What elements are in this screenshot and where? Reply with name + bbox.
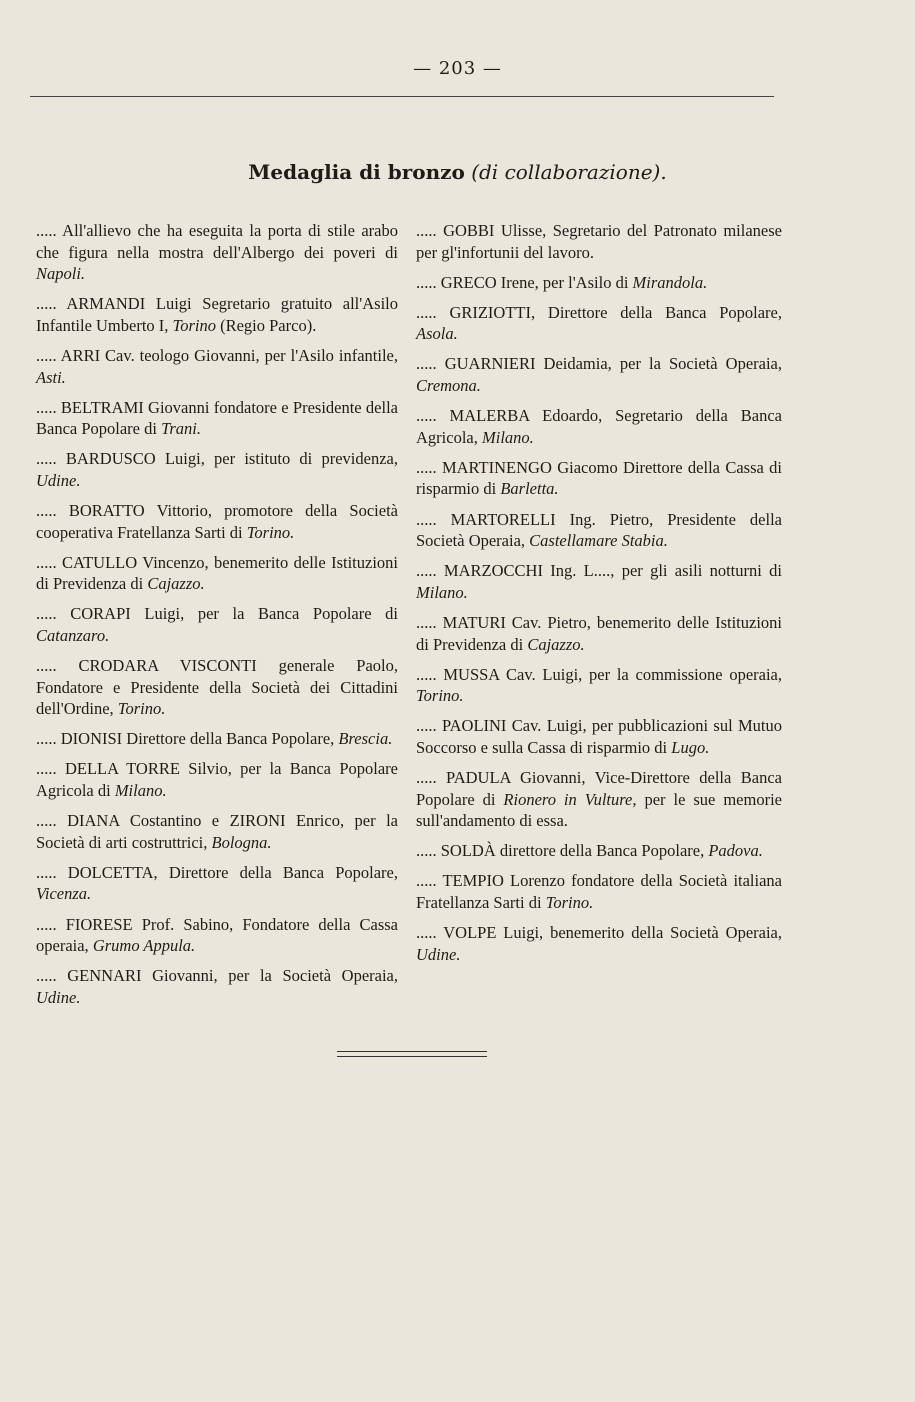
entry-place: Castellamare Stabia. bbox=[529, 531, 668, 551]
award-entry bbox=[36, 603, 398, 646]
award-entry bbox=[36, 552, 398, 595]
entry-place: Padova. bbox=[708, 841, 763, 861]
right-column bbox=[416, 220, 782, 974]
award-entry bbox=[36, 862, 398, 905]
heading-italic: (di collaborazione). bbox=[471, 160, 667, 184]
entry-text: ..... PAOLINI Cav. Luigi, per pubblicazioni sul Mutuo Soccorso e sulla Cassa di risparmio di bbox=[416, 716, 782, 757]
section-heading bbox=[0, 160, 915, 184]
entry-place: Udine. bbox=[36, 987, 81, 1007]
entry-text: ..... MARTORELLI Ing. Pietro, Presidente della Società Operaia, bbox=[416, 509, 782, 551]
entry-suffix: per le sue memorie sull'andamento di essa. bbox=[416, 789, 782, 831]
entry-place: Torino. bbox=[117, 699, 166, 719]
entry-place: Asola. bbox=[416, 324, 458, 344]
entry-text: ..... PADULA Giovanni, Vice-Direttore della Banca Popolare di bbox=[416, 767, 782, 809]
entry-text: ..... FIORESE Prof. Sabino, Fondatore della Cassa operaia, bbox=[36, 914, 398, 956]
entry-text: ..... VOLPE Luigi, benemerito della Società Operaia, bbox=[416, 923, 782, 943]
left-column bbox=[36, 220, 398, 1017]
entry-place: Mirandola. bbox=[632, 272, 708, 292]
entry-text: ..... ARRI Cav. teologo Giovanni, per l'Asilo infantile, bbox=[36, 345, 398, 365]
entry-text: ..... BARDUSCO Luigi, per istituto di previdenza, bbox=[36, 449, 398, 469]
entry-place: Cajazzo. bbox=[147, 574, 205, 594]
entry-place: Torino. bbox=[545, 892, 594, 912]
entry-text: ..... DELLA TORRE Silvio, per la Banca Popolare Agricola di bbox=[36, 759, 398, 801]
heading-bold: Medaglia di bronzo bbox=[248, 160, 465, 184]
award-entry bbox=[36, 397, 398, 440]
award-entry bbox=[416, 664, 782, 707]
award-entry bbox=[416, 560, 782, 603]
entry-text: ..... GRECO Irene, per l'Asilo di bbox=[416, 272, 629, 292]
award-entry bbox=[36, 500, 398, 543]
closing-rule bbox=[337, 1051, 487, 1057]
award-entry bbox=[416, 405, 782, 448]
entry-text: ..... MARTINENGO Giacomo Direttore della Cassa di risparmio di bbox=[416, 457, 782, 499]
entry-text: ..... MALERBA Edoardo, Segretario della Banca Agricola, bbox=[416, 406, 782, 447]
entry-text: ..... MUSSA Cav. Luigi, per la commissione operaia, bbox=[416, 664, 782, 684]
entry-text: ..... MARZOCCHI Ing. L...., per gli asili notturni di bbox=[416, 561, 782, 581]
award-entry bbox=[416, 302, 782, 345]
award-entry bbox=[416, 509, 782, 552]
award-entry bbox=[36, 655, 398, 720]
award-entry bbox=[416, 272, 782, 294]
entry-place: Trani. bbox=[161, 419, 201, 439]
entry-text: ..... All'allievo che ha eseguita la porta di stile arabo che figura nella mostra dell'Albergo dei poveri di bbox=[36, 221, 398, 262]
entry-text: ..... DOLCETTA, Direttore della Banca Popolare, bbox=[36, 862, 398, 882]
entry-text: ..... CORAPI Luigi, per la Banca Popolare di bbox=[36, 604, 398, 624]
entry-place: Brescia. bbox=[338, 729, 393, 749]
award-entry bbox=[416, 870, 782, 913]
entry-place: Grumo Appula. bbox=[92, 936, 196, 956]
entry-place: Torino. bbox=[246, 522, 295, 542]
award-entry bbox=[416, 612, 782, 655]
entry-place: Milano. bbox=[416, 582, 468, 602]
entry-place: Udine. bbox=[36, 470, 81, 490]
entry-place: Cajazzo. bbox=[527, 634, 585, 654]
award-entry bbox=[416, 220, 782, 263]
entry-text: ..... GUARNIERI Deidamia, per la Società Operaia, bbox=[416, 354, 782, 374]
award-entry bbox=[36, 345, 398, 388]
entry-text: ..... MATURI Cav. Pietro, benemerito delle Istituzioni di Previdenza di bbox=[416, 612, 782, 654]
entry-place: Milano. bbox=[114, 781, 167, 801]
top-rule bbox=[30, 96, 774, 97]
page-number: — 203 — bbox=[413, 58, 502, 79]
award-entry bbox=[416, 922, 782, 965]
entry-text: ..... GENNARI Giovanni, per la Società Operaia, bbox=[36, 966, 398, 986]
entry-place: Udine. bbox=[416, 944, 461, 964]
award-entry bbox=[36, 728, 398, 750]
entry-text: ..... BELTRAMI Giovanni fondatore e Presidente della Banca Popolare di bbox=[36, 397, 398, 439]
award-entry bbox=[36, 810, 398, 853]
entry-text: ..... TEMPIO Lorenzo fondatore della Società italiana Fratellanza Sarti di bbox=[416, 871, 782, 912]
award-entry bbox=[416, 457, 782, 500]
entry-place: Vicenza. bbox=[36, 884, 92, 904]
entry-text: ..... ARMANDI Luigi Segretario gratuito all'Asilo Infantile Umberto I, bbox=[36, 294, 398, 335]
award-entry bbox=[416, 353, 782, 396]
entry-place: Cremona. bbox=[416, 376, 481, 396]
entry-text: ..... BORATTO Vittorio, promotore della Società cooperativa Fratellanza Sarti di bbox=[36, 501, 398, 542]
award-entry bbox=[416, 840, 782, 862]
entry-place: Barletta. bbox=[500, 479, 559, 499]
award-entry bbox=[416, 715, 782, 758]
award-entry bbox=[36, 220, 398, 285]
award-entry bbox=[416, 767, 782, 832]
entry-place: Rionero in Vulture, bbox=[503, 789, 637, 809]
entry-place: Torino. bbox=[416, 686, 464, 706]
entry-text: ..... DIONISI Direttore della Banca Popolare, bbox=[36, 729, 335, 749]
entry-place: Catanzaro. bbox=[36, 626, 110, 645]
entry-place: Bologna. bbox=[211, 832, 272, 852]
entry-text: ..... GOBBI Ulisse, Segretario del Patronato milanese per gl'infortunii del lavoro. bbox=[416, 221, 782, 262]
award-entry bbox=[36, 448, 398, 491]
award-entry bbox=[36, 965, 398, 1008]
entry-text: ..... GRIZIOTTI, Direttore della Banca Popolare, bbox=[416, 302, 782, 322]
entry-place: Asti. bbox=[36, 367, 66, 387]
entry-text: ..... CATULLO Vincenzo, benemerito delle Istituzioni di Previdenza di bbox=[36, 552, 398, 594]
award-entry bbox=[36, 914, 398, 957]
entry-text: ..... CRODARA VISCONTI generale Paolo, Fondatore e Presidente della Società dei Cittadini dell'Ordine, bbox=[36, 656, 398, 719]
entry-suffix: (Regio Parco). bbox=[220, 315, 317, 335]
entry-place: Torino bbox=[172, 315, 216, 335]
entry-place: Milano. bbox=[481, 427, 534, 447]
entry-place: Lugo. bbox=[671, 737, 710, 757]
entry-place: Napoli. bbox=[36, 264, 86, 284]
award-entry bbox=[36, 293, 398, 336]
entry-text: ..... SOLDÀ direttore della Banca Popolare, bbox=[416, 841, 705, 861]
award-entry bbox=[36, 758, 398, 801]
entry-text: ..... DIANA Costantino e ZIRONI Enrico, per la Società di arti costruttrici, bbox=[36, 811, 398, 852]
